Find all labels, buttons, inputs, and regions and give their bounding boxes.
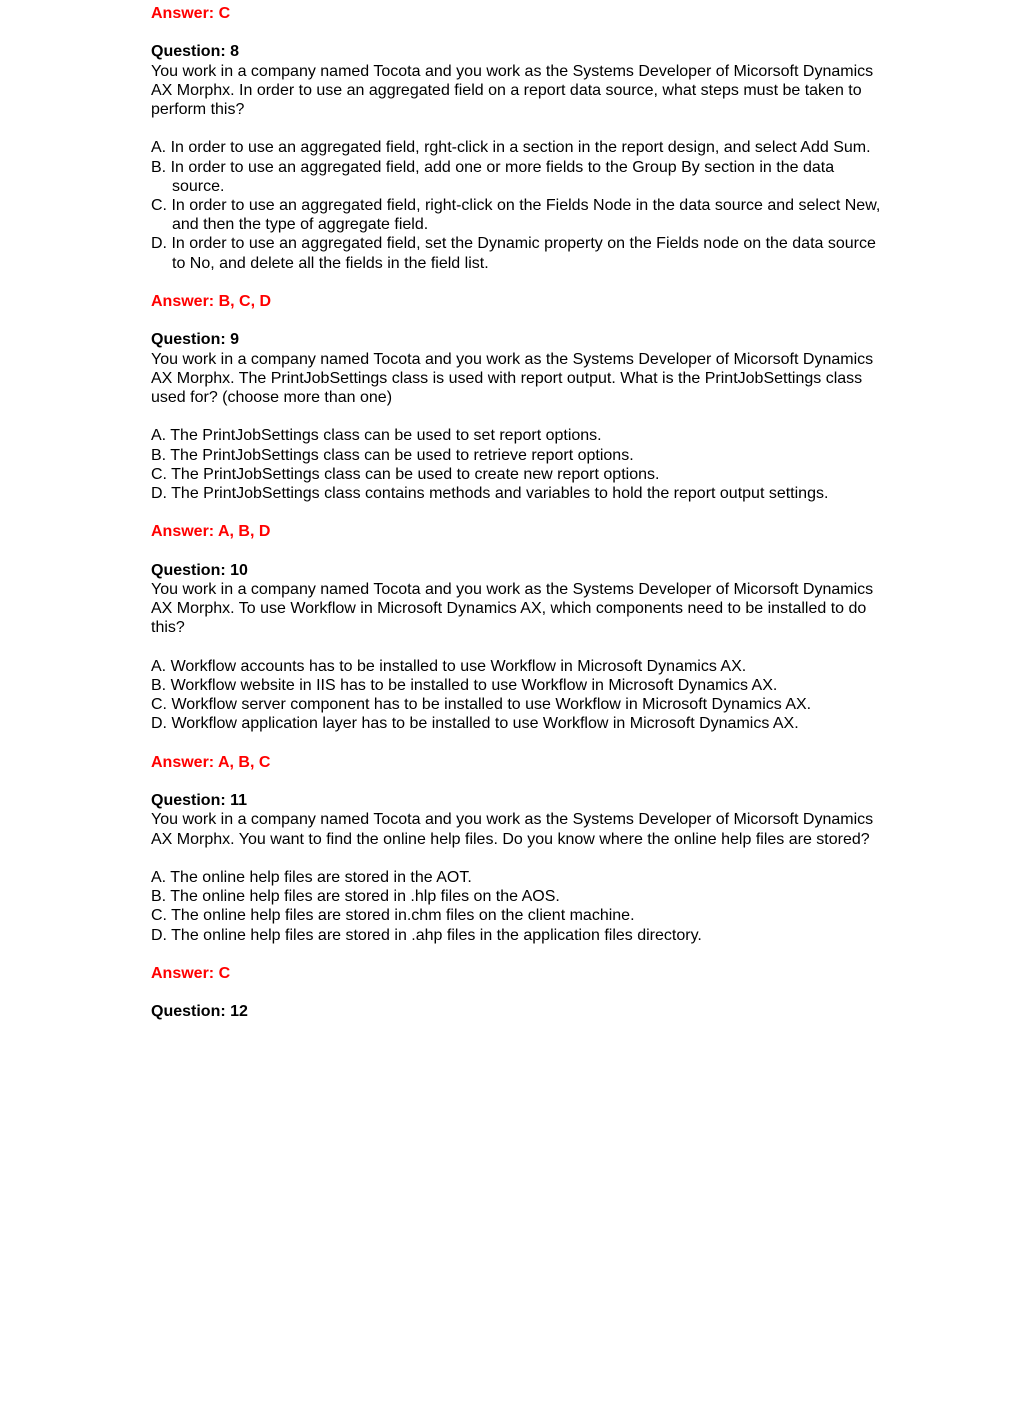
- question-10: [151, 561, 881, 772]
- question-11: [151, 791, 881, 983]
- option-list: [151, 868, 881, 945]
- question-title: Question: 10: [151, 561, 248, 579]
- option-b: B. In order to use an aggregated field, add one or more fields to the Group By section in the data source.: [151, 158, 835, 195]
- option-a: A. The PrintJobSettings class can be used to set report options.: [151, 427, 602, 445]
- question-text: You work in a company named Tocota and you work as the Systems Developer of Micorsoft Dynamics AX Morphx. To use Workflow in Microsoft Dynamics AX, which components need to be installed to do this?: [151, 580, 874, 637]
- option-list: [151, 138, 881, 272]
- option-c: C. The PrintJobSettings class can be used to create new report options.: [151, 465, 660, 483]
- question-9: [151, 330, 881, 541]
- option-a: A. The online help files are stored in the AOT.: [151, 868, 472, 886]
- option-b: B. The PrintJobSettings class can be used to retrieve report options.: [151, 446, 634, 464]
- answer-previous: Answer: C: [151, 5, 231, 22]
- answer: Answer: A, B, D: [151, 523, 271, 541]
- option-c: C. In order to use an aggregated field, right-click on the Fields Node in the data source and select New, and then the type of aggregate field.: [151, 197, 881, 234]
- question-8: [151, 42, 881, 311]
- question-title: Question: 9: [151, 331, 240, 349]
- option-list: [151, 426, 881, 503]
- option-d: D. Workflow application layer has to be installed to use Workflow in Microsoft Dynamics AX.: [151, 715, 799, 733]
- option-b: B. Workflow website in IIS has to be installed to use Workflow in Microsoft Dynamics AX.: [151, 676, 778, 694]
- question-text: You work in a company named Tocota and you work as the Systems Developer of Micorsoft Dynamics AX Morphx. In order to use an aggregated field on a report data source, what steps must be taken to perform this?: [151, 62, 874, 118]
- option-list: [151, 657, 881, 734]
- option-d: D. The online help files are stored in .ahp files in the application files directory.: [151, 926, 702, 944]
- option-d: D. In order to use an aggregated field, set the Dynamic property on the Fields node on the data source to No, and delete all the fields in the field list.: [151, 235, 876, 272]
- question-title: Question: 8: [151, 43, 240, 61]
- option-c: C. The online help files are stored in.chm files on the client machine.: [151, 907, 635, 925]
- question-text: You work in a company named Tocota and you work as the Systems Developer of Micorsoft Dynamics AX Morphx. You want to find the online help files. Do you know where the online help files are stored?: [151, 811, 874, 848]
- document-page: [151, 4, 881, 1022]
- question-text: You work in a company named Tocota and you work as the Systems Developer of Micorsoft Dynamics AX Morphx. The PrintJobSettings class is used with report output. What is the PrintJobSettings class used for? (choose more than one): [151, 350, 874, 406]
- answer: Answer: C: [151, 964, 231, 982]
- option-c: C. Workflow server component has to be installed to use Workflow in Microsoft Dynamics AX.: [151, 696, 812, 714]
- question-title: Question: 11: [151, 792, 248, 810]
- option-b: B. The online help files are stored in .hlp files on the AOS.: [151, 888, 560, 906]
- option-a: A. Workflow accounts has to be installed to use Workflow in Microsoft Dynamics AX.: [151, 657, 747, 675]
- answer: Answer: A, B, C: [151, 753, 271, 771]
- option-d: D. The PrintJobSettings class contains methods and variables to hold the report output settings.: [151, 485, 829, 502]
- question-12-title: Question: 12: [151, 1003, 248, 1021]
- answer: Answer: B, C, D: [151, 293, 272, 310]
- option-a: A. In order to use an aggregated field, rght-click in a section in the report design, and select Add Sum.: [151, 139, 871, 157]
